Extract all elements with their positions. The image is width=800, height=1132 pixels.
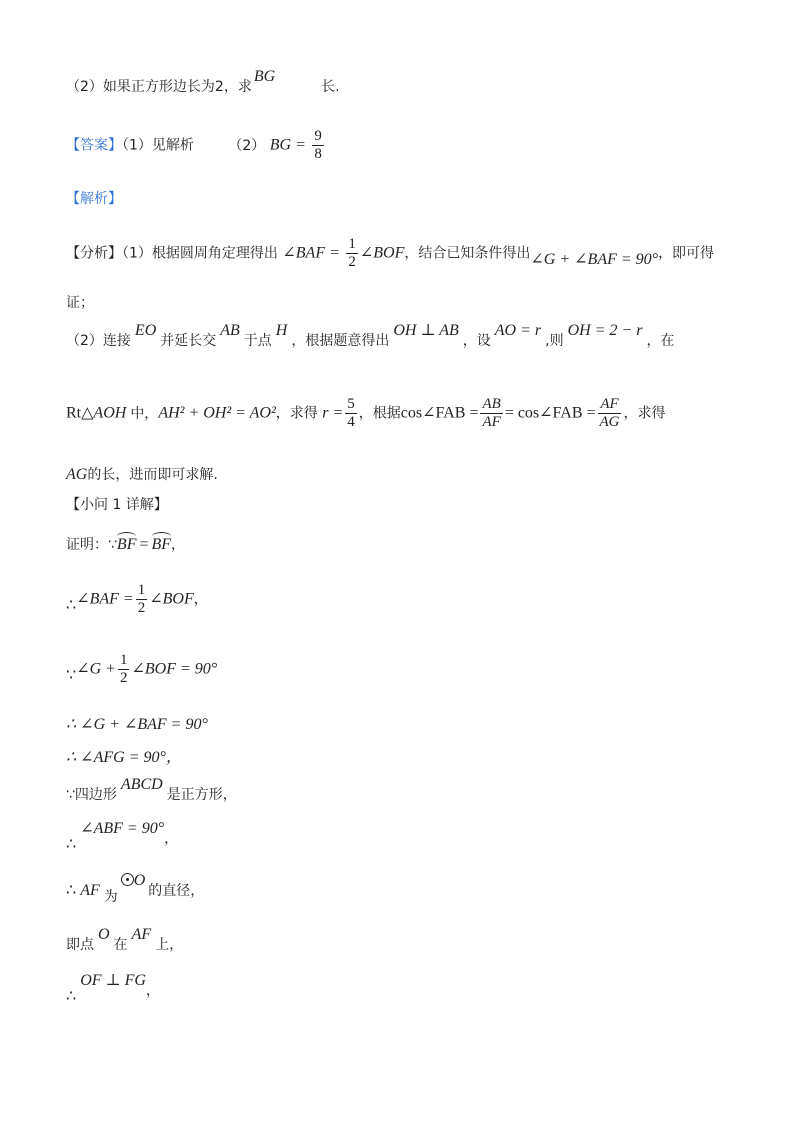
f2-num: AF	[600, 396, 619, 412]
p2-t3: 于点	[243, 333, 272, 349]
analysis-eq1-lhs: ∠BAF =	[282, 244, 340, 262]
r-den: 4	[347, 414, 355, 430]
proof-l8-var: AF	[80, 882, 100, 899]
analysis-mid: ，结合已知条件得出	[404, 245, 531, 262]
proof-line-9	[66, 926, 184, 954]
analysis-line-1	[66, 236, 714, 271]
answer-line	[66, 128, 326, 163]
proof-line-6	[66, 776, 237, 804]
p2-t5: ，设	[462, 333, 491, 349]
proof-line-7	[66, 820, 179, 853]
f1-den: AF	[482, 414, 501, 430]
proof-l9-text: 即点	[66, 937, 94, 953]
r-lhs: r =	[322, 404, 344, 422]
r-num: 5	[347, 396, 355, 412]
line-af: AF	[131, 926, 152, 943]
p3-t2: ，求得	[275, 405, 318, 422]
p3-t4: ，求得	[623, 405, 666, 422]
analysis-cont: 证；	[66, 295, 94, 311]
arc-bf-left: BF	[117, 532, 137, 554]
proof-l7-eq: ∠ABF = 90°	[80, 820, 165, 837]
proof-l2-lhs: ∠BAF =	[76, 590, 134, 608]
circle-o	[121, 873, 146, 889]
proof-line-5	[66, 744, 182, 767]
arc-bf-right: BF	[152, 532, 172, 554]
proof-line-8	[66, 872, 205, 905]
cos-fraction-1	[480, 396, 502, 431]
proof-l2-rhs: ∠BOF	[149, 590, 194, 608]
question-variable: BG	[253, 68, 276, 85]
proof-line-4	[66, 714, 208, 734]
answer-tag: 【答案】	[66, 137, 122, 154]
answer-fraction	[312, 128, 324, 163]
p2-v3: H	[275, 322, 288, 339]
analysis-tag	[66, 188, 122, 208]
half-fraction	[346, 236, 358, 271]
square-name: ABCD	[120, 776, 163, 793]
p3-t3: ，根据	[358, 405, 401, 422]
proof-l9-end: 上，	[155, 937, 184, 953]
cos-fraction-2	[598, 396, 622, 431]
ag-var: AG	[66, 466, 88, 483]
question-2	[66, 68, 340, 96]
proof-l8-end: 的直径，	[148, 883, 205, 899]
proof-line-2	[66, 582, 208, 617]
f1-num: AB	[482, 396, 501, 412]
proof-line-3	[66, 652, 217, 687]
answer-part1: （1）见解析	[122, 137, 194, 154]
analysis-part2-line	[66, 322, 675, 350]
p2-v2: AB	[220, 322, 240, 339]
proof-l2-fraction	[136, 582, 148, 617]
proof-l3-lhs: ∠G +	[76, 660, 116, 678]
p2-v1: EO	[134, 322, 157, 339]
proof-line-1	[66, 532, 185, 554]
p2-t6: ,则	[545, 333, 564, 349]
proof-l2-end: ，	[193, 591, 208, 608]
p2-t2: 并延长交	[160, 333, 217, 349]
r-fraction	[345, 396, 357, 431]
proof-l1-end: ，	[171, 537, 186, 553]
subquestion-heading	[66, 494, 168, 514]
pythagoras-eq: AH² + OH² = AO²	[158, 404, 276, 422]
therefore-symbol: ∴	[66, 596, 77, 614]
proof-l1-eq: =	[139, 536, 149, 553]
triangle-name: AOH	[93, 404, 127, 422]
proof-line-10	[66, 972, 160, 1005]
proof-l2-num: 1	[137, 582, 146, 598]
circle-label: O	[133, 872, 146, 889]
analysis-eq1-rhs: ∠BOF	[359, 244, 405, 262]
p2-v4: OH ⊥ AB	[393, 322, 459, 339]
proof-l7-end: ，	[164, 831, 179, 847]
question-text: （2）如果正方形边长为2，求	[66, 79, 252, 95]
f2-den: AG	[599, 414, 620, 430]
proof-l3-fraction	[118, 652, 130, 687]
analysis-intro: 【分析】（1）根据圆周角定理得出	[66, 245, 278, 262]
analysis-eq2: ∠G + ∠BAF = 90°	[530, 250, 659, 268]
answer-lhs: BG =	[269, 136, 306, 154]
answer-den: 8	[314, 146, 322, 162]
p2-t1: （2）连接	[66, 333, 131, 349]
therefore-symbol-2: ∴	[66, 836, 77, 853]
proof-l10-end: ，	[145, 983, 160, 999]
proof-l9-text2: 在	[113, 937, 128, 953]
half-den: 2	[348, 254, 356, 270]
proof-l1-text: 证明：∵	[66, 537, 117, 553]
ag-text: 的长，进而即可求解.	[87, 467, 218, 483]
analysis-end: ，即可得	[658, 245, 715, 262]
proof-l6-text: ∵四边形	[66, 787, 117, 803]
subquestion-label: 【小问 1 详解】	[66, 497, 168, 513]
p2-v5: AO = r	[494, 322, 542, 339]
proof-l6-end: 是正方形，	[166, 787, 237, 803]
because-symbol: ∵	[66, 666, 77, 684]
answer-part2: （2）	[228, 137, 266, 154]
answer-num: 9	[314, 128, 322, 144]
proof-l10-eq: OF ⊥ FG	[80, 972, 146, 989]
cos2: = cos∠FAB =	[504, 404, 596, 422]
cos1: cos∠FAB =	[400, 404, 479, 422]
proof-l2-den: 2	[137, 600, 146, 616]
point-o: O	[98, 926, 110, 943]
question-suffix: 长.	[321, 79, 340, 95]
proof-l3-den: 2	[119, 670, 128, 686]
p2-t4: ，根据题意得出	[291, 333, 390, 349]
proof-l4: ∴ ∠G + ∠BAF = 90°	[66, 716, 208, 733]
analysis-rt-line	[66, 396, 666, 431]
analysis-ag-line	[66, 464, 218, 484]
analysis-line-2	[66, 292, 94, 312]
half-num: 1	[348, 236, 356, 252]
proof-l3-num: 1	[119, 652, 128, 668]
therefore-symbol-3: ∴	[66, 882, 77, 899]
therefore-symbol-4: ∴	[66, 988, 77, 1005]
p2-t7: ，在	[646, 333, 675, 349]
p3-t1: 中，	[130, 405, 159, 422]
proof-l8-text: 为	[103, 889, 118, 905]
rt-label: Rt△	[66, 404, 94, 422]
p2-v6: OH = 2 − r	[567, 322, 643, 339]
proof-l3-rhs: ∠BOF = 90°	[131, 660, 218, 678]
analysis-tag-text: 【解析】	[66, 191, 122, 207]
proof-l5: ∴ ∠AFG = 90°，	[66, 749, 182, 766]
circle-dot-icon	[121, 873, 134, 886]
